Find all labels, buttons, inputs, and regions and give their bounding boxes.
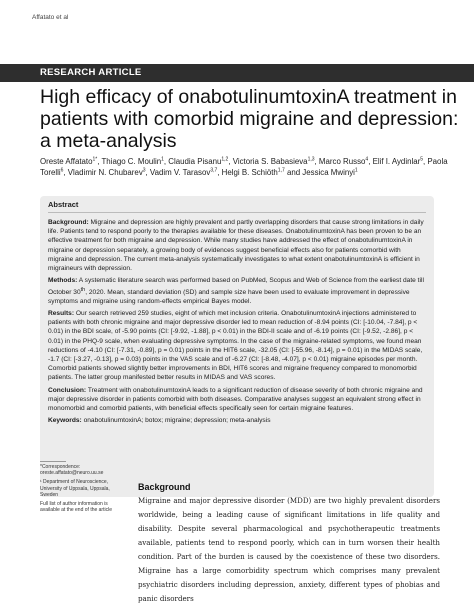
running-head: Affatato et al (32, 14, 69, 21)
methods-label: Methods: (48, 277, 78, 285)
author-list: Oreste Affatato$^{1*}$, Thiago C. Moulin$^1$, Claudia Pisanu$^{1,2}$, Victoria S. Babasieva$^{1,3}$, Marco Russo$^4$, Elif I. Aydinlar$^5$, Paola Torelli$^6$, Vladimir N. Chubarev$^3$, Vadim V. Tarasov$^{3,7}$, Helgi B. Schiöth$^{1,7}$ and Jessica Mwinyi$^1$ (40, 156, 448, 177)
background-body: Migraine and major depressive disorder (MDD) are two highly prevalent disorders worldwide, being a leading cause of significant limitations in life quality and disability. Despite several pharmacological and psychotherapeutic treatments available, patients tend to respond poorly, which can in turn worsen their health condition. Part of the burden is caused by the coexistence of these two disorders. Migraine has a large comorbidity spectrum which comprises many prevalent psychiatric disorders including depression, anxiety, different types of phobias and panic disorders (138, 496, 440, 603)
abstract-results (48, 309, 426, 383)
keywords-text: onabotulinumtoxinA; botox; migraine; depression; meta-analysis (83, 417, 271, 425)
correspondence-email[interactable]: oreste.affatato@neuro.uu.se (40, 470, 104, 477)
sidenotes (40, 461, 128, 516)
background-text: Migraine and depression are highly prevalent and partly overlapping disorders that cause strong limitations in daily life. Patients tend to respond poorly to the therapies available for these diseases. OnabotulinumtoxinA has been proven to be an effective treatment for both migraine and depression. While many studies have addressed the effect of onabotulinumtoxinA in migraine or depression separately, a growing body of evidences suggest beneficial effects also for patients comorbid with migraine and depression. The current meta-analysis systematically investigates to what extent onabotulinumtoxinA is efficient in migraineurs with depression. (48, 219, 424, 273)
abstract-methods (48, 276, 426, 306)
results-text: Our search retrieved 259 studies, eight of which met inclusion criteria. OnabotulinumtoxinA injections administered to patients with both chronic migraine and major depressive disorder led to mean reduction of -8.94 points (CI: [-10.04, -7.84], p < 0.01) in the BDI scale, of -5.90 points (CI: [-9.92, -1.88], p < 0.01) in the BDI-II scale and of -6.19 points (CI: [-9.52, -2.86], p < 0.01) in the PHQ-9 scale, when evaluating depressive symptoms. In the case of the migraine-related symptoms, we found mean reductions of -4.10 (CI: [-7.31, -0.89], p = 0.01) points in the HIT6 scale, -32.05 (CI: [-55.96, -8.14], p = 0.01) in the MIDAS scale, -1.7 (CI: [-3.27, -0.13], p = 0.03) points in the VAS scale and of -6.27 (CI: [-8.48, -4.07], p < 0.01) migraine episodes per month. Comorbid patients showed slightly better improvements in BDI, HIT6 scores and migraine frequency compared to monomorbid patients. The latter group manifested better results in MIDAS and VAS scores. (48, 310, 423, 382)
conclusion-text: Treatment with onabotulinumtoxinA leads to a significant reduction of disease severity of both chronic migraine and major depressive disorder in patients comorbid with both diseases. Comparative analyses suggest an equivalent strong effect in monomorbid and comorbid patients, with beneficial effects specifically seen for certain migraine features. (48, 386, 423, 413)
correspondence (40, 464, 128, 476)
abstract-conclusion (48, 386, 426, 414)
abstract-background (48, 218, 426, 273)
abstract-keywords (48, 416, 426, 425)
abstract-heading: Abstract (48, 200, 79, 209)
correspondence-label: *Correspondence: (40, 464, 81, 470)
affiliation-note: ¹ Department of Neuroscience, University of Uppsala, Uppsala, Sweden (40, 479, 110, 498)
keywords-label: Keywords: (48, 417, 82, 425)
results-label: Results: (48, 310, 75, 318)
background-heading: Background (138, 482, 191, 492)
background-label: Background: (48, 219, 89, 226)
section-banner (0, 64, 474, 82)
article-title: High efficacy of onabotulinumtoxinA treatment in patients with comorbid migraine and depression: a meta-analysis (40, 86, 459, 152)
author-info-note: Full list of author information is available at the end of the article (40, 501, 112, 514)
abstract-box (40, 196, 434, 497)
sidenote-rule (40, 461, 66, 462)
section-label: RESEARCH ARTICLE (40, 67, 142, 78)
conclusion-label: Conclusion: (48, 386, 87, 394)
methods-text: A systematic literature search was performed based on PubMed, Scopus and Web of Science from the earliest date till October 30th, 2020. Mean, standard deviation (SD) and sample size have been used to evaluate improvement in depressive symptoms and migraine using random-effects empirical Bayes model. (48, 277, 424, 305)
abstract-divider (48, 212, 426, 213)
